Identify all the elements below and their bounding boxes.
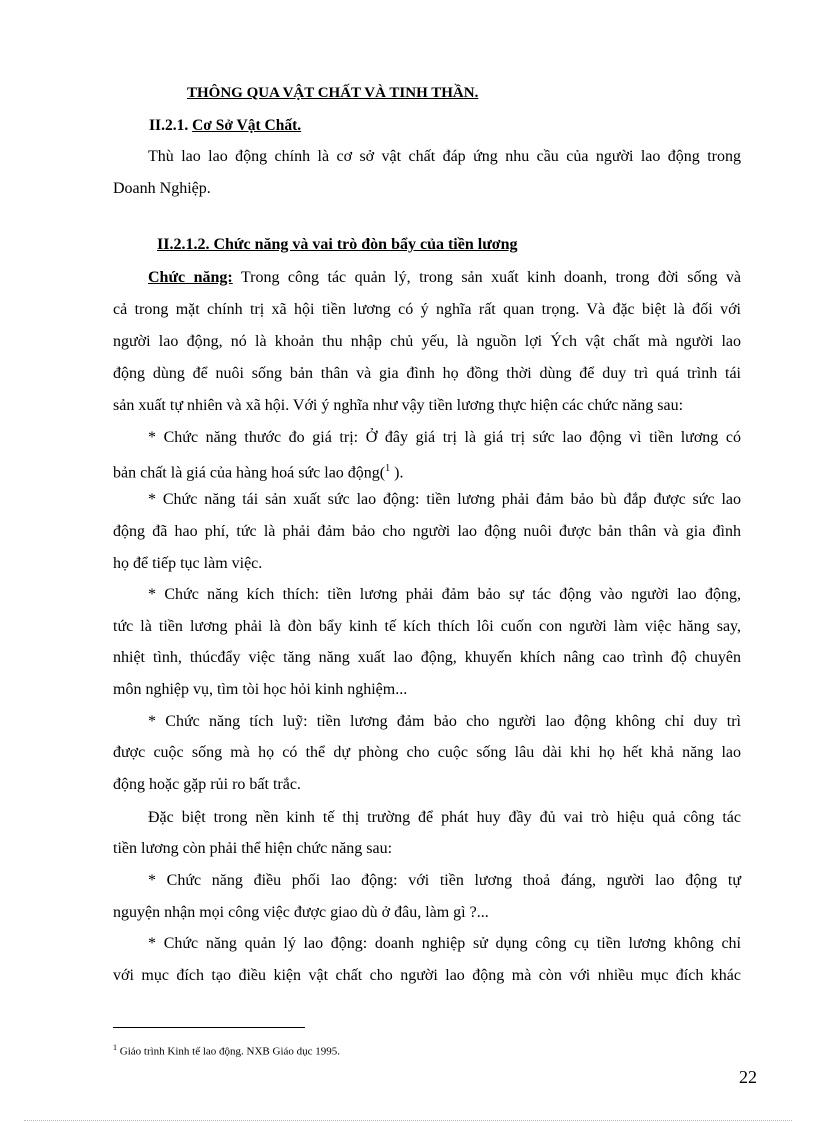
section-heading-2-1-2: II.2.1.2. Chức năng và vai trò đòn bẩy của tiền lương (157, 236, 518, 253)
function-line-1 (148, 268, 741, 288)
accumulate-line-2: được cuộc sống mà họ có thể dự phòng cho cuộc sống lâu dài khi họ hết khả năng lao (113, 744, 741, 761)
section-number: II.2.1. (149, 117, 189, 134)
manage-line-2: với mục đích tạo điều kiện vật chất cho người lao động mà còn với nhiều mục đích khác (113, 967, 741, 984)
accumulate-line-1: * Chức năng tích luỹ: tiền lương đảm bảo cho người lao động không chỉ duy trì (148, 713, 741, 730)
function-line-4: động dùng để nuôi sống bản thân và gia đình họ đồng thời dùng để duy trì quá trình tái (113, 365, 741, 382)
market-line-2: tiền lương còn phải thể hiện chức năng sau: (113, 840, 393, 857)
intro-line-1: Thù lao lao động chính là cơ sở vật chất đáp ứng nhu cầu của người lao động trong (148, 148, 741, 165)
footnote-marker: 1 (113, 1043, 117, 1052)
section-title: Cơ Sở Vật Chất. (192, 117, 302, 134)
manage-line-1: * Chức năng quản lý lao động: doanh nghiệp sử dụng công cụ tiền lương không chỉ (148, 935, 741, 952)
footnote-ref: 1 (385, 463, 391, 474)
reproduce-line-2: động đã hao phí, tức là phải đảm bảo cho người lao động nuôi được bản thân và gia đình (113, 523, 741, 540)
function-line-1-text: Trong công tác quản lý, trong sản xuất kinh doanh, trong đời sống và (232, 269, 742, 286)
measure-line-1: * Chức năng thước đo giá trị: Ở đây giá trị là giá trị sức lao động vì tiền lương có (148, 429, 741, 446)
accumulate-line-3: động hoặc gặp rủi ro bất trắc. (113, 776, 301, 793)
measure-line-2-text: bản chất là giá của hàng hoá sức lao động( (113, 464, 386, 482)
section-heading-2-1 (149, 116, 301, 136)
footnote-text: Giáo trình Kinh tế lao động. NXB Giáo dục 1995. (117, 1045, 341, 1058)
reproduce-line-3: họ để tiếp tục làm việc. (113, 555, 263, 572)
stimulate-line-4: môn nghiệp vụ, tìm tòi học hỏi kinh nghiệm... (113, 681, 408, 698)
function-line-5: sản xuất tự nhiên và xã hội. Với ý nghĩa như vậy tiền lương thực hiện các chức năng sau: (113, 397, 684, 414)
market-line-1: Đặc biệt trong nền kinh tế thị trường để phát huy đầy đủ vai trò hiệu quả công tác (148, 809, 741, 826)
measure-line-2-end: ). (390, 464, 404, 482)
main-heading: THÔNG QUA VẬT CHẤT VÀ TINH THẦN. (187, 85, 479, 101)
reproduce-line-1: * Chức năng tái sản xuất sức lao động: tiền lương phải đảm bảo bù đắp được sức lao (148, 491, 741, 508)
measure-line-2 (113, 459, 403, 483)
function-line-3: người lao động, nó là khoản thu nhập chủ yếu, là nguồn lợi Ých vật chất mà người lao (113, 333, 741, 350)
stimulate-line-1: * Chức năng kích thích: tiền lương phải đảm bảo sự tác động vào người lao động, (148, 586, 741, 603)
function-label: Chức năng: (148, 269, 233, 286)
stimulate-line-2: tức là tiền lương phải là đòn bẩy kinh tế kích thích lôi cuốn con người làm việc hăng say, (113, 618, 741, 635)
page-bottom-border (24, 1120, 792, 1121)
stimulate-line-3: nhiệt tình, thúcđẩy việc tăng năng xuất lao động, khuyến khích nâng cao trình độ chuyên (113, 649, 741, 666)
footnote-separator (113, 1027, 305, 1028)
intro-line-2: Doanh Nghiệp. (113, 180, 211, 197)
function-line-2: cả trong mặt chính trị xã hội tiền lương có ý nghĩa rất quan trọng. Và đặc biệt là đối với (113, 301, 741, 318)
footnote (113, 1041, 340, 1059)
coordinate-line-2: nguyện nhận mọi công việc được giao dù ở đâu, làm gì ?... (113, 904, 489, 921)
page-number: 22 (739, 1067, 757, 1087)
coordinate-line-1: * Chức năng điều phối lao động: với tiền lương thoả đáng, người lao động tự (148, 872, 741, 889)
